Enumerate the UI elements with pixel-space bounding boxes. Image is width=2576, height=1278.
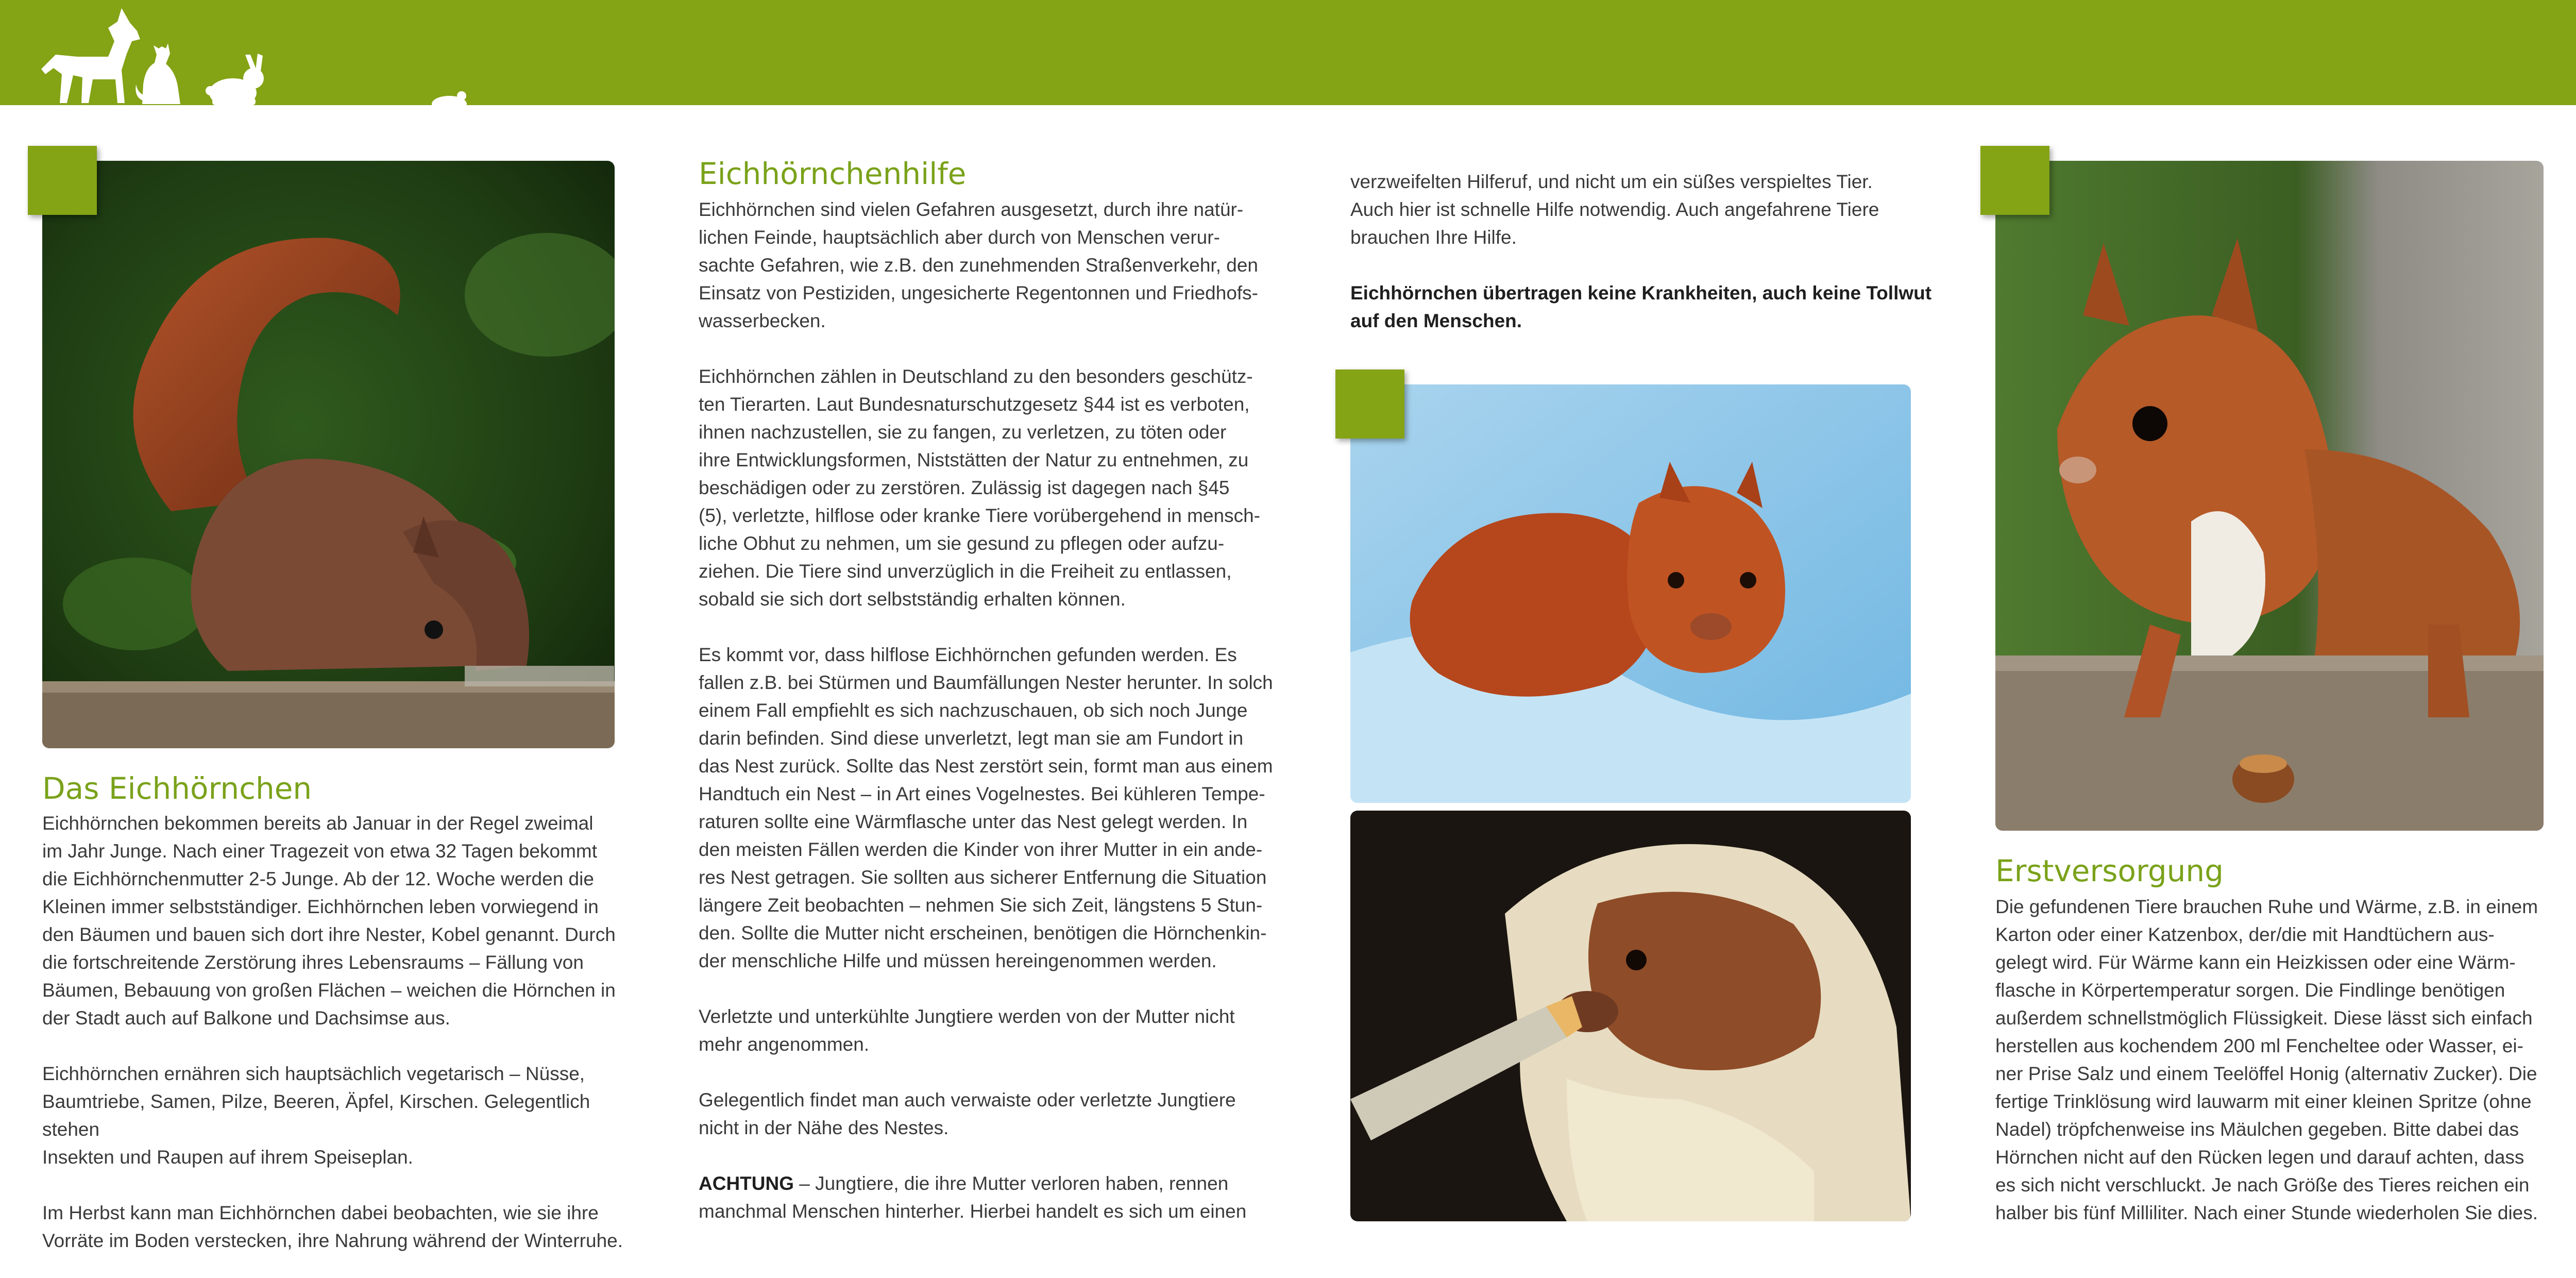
paragraph: Im Herbst kann man Eichhörnchen dabei beobachten, wie sie ihre Vorräte im Boden verstecken, ihre Nahrung während der Winterruhe.: [42, 1202, 623, 1251]
paragraph: Es kommt vor, dass hilflose Eichhörnchen gefunden werden. Es fallen z.B. bei Stürmen und Baumfällungen Nester herunter. In solch einem Fall empfiehlt es sich nachzuschauen, ob sich noch Junge darin befinden. Sind diese unverletzt, legt man sie am Fundort in das Nest zurück. Sollte das Nest zerstört sein, formt man aus einem Handtuch ein Nest – in Art eines Vogelnestes. Bei kühleren Tempe- raturen sollte eine Wärmflasche unter das Nest gelegt werden. In den meisten Fällen werden die Kinder von ihrer Mutter in ein ande- res Nest getragen. Sie sollten aus sicherer Entfernung die Situation längere Zeit beobachten – nehmen Sie sich Zeit, längstens 5 Stun- den. Sollte die Mutter nicht erscheinen, benötigen die Hörnchenkin- der menschliche Hilfe und müssen hereingenommen werden.: [699, 644, 1273, 971]
rabbit-icon: [206, 54, 264, 107]
paragraph: Eichhörnchen ernähren sich hauptsächlich vegetarisch – Nüsse, Baumtriebe, Samen, Pilze, Beeren, Äpfel, Kirschen. Gelegentlich stehen Insekten und Raupen auf ihrem Speiseplan.: [42, 1063, 590, 1168]
paragraph: verzweifelten Hilferuf, und nicht um ein süßes verspieltes Tier. Auch hier ist schnelle Hilfe notwendig. Auch angefahrene Tiere brauchen Ihre Hilfe.: [1350, 171, 1879, 248]
corner-tab: [1335, 369, 1404, 439]
paragraph-achtung: [699, 1170, 1291, 1225]
paragraph: Gelegentlich findet man auch verwaiste oder verletzte Jungtiere nicht in der Nähe des Nestes.: [699, 1089, 1236, 1138]
section-title-erstversorgung: Erstversorgung: [1995, 853, 2224, 888]
cat-icon: [135, 43, 180, 104]
baby-squirrel-on-towel-photo: [1350, 384, 1911, 803]
column-3-text: [1350, 168, 1943, 335]
paragraph-bold-note: Eichhörnchen übertragen keine Krankheiten, auch keine Tollwut auf den Menschen.: [1350, 282, 1932, 331]
squirrel-with-hazelnut-photo: [1995, 161, 2544, 831]
mouse-icon: [427, 91, 467, 110]
column-1-text: [42, 810, 635, 1255]
animal-silhouettes: [31, 7, 495, 110]
paragraph: Eichhörnchen sind vielen Gefahren ausgesetzt, durch ihre natür- lichen Feinde, hauptsächlich aber durch von Menschen verur- sachte Gefahren, wie z.B. den zunehmenden Straßenverkehr, den Einsatz von Pestiziden, ungesicherte Regentonnen und Friedhofs- wasserbecken.: [699, 199, 1259, 331]
column-4-text: [1995, 893, 2562, 1227]
corner-tab: [1980, 146, 2049, 215]
paragraph: Eichhörnchen bekommen bereits ab Januar in der Regel zweimal im Jahr Junge. Nach einer Tragezeit von etwa 32 Tagen bekommt die Eichhörnchenmutter 2-5 Junge. Ab der 12. Woche werden die Kleinen immer selbstständiger. Eichhörnchen leben vorwiegend in den Bäumen und bauen sich dort ihre Nester, Kobel genannt. Durch die fortschreitende Zerstörung ihres Lebensraums – Fällung von Bäumen, Bebauung von großen Flächen – weichen die Hörnchen in der Stadt auch auf Balkone und Dachsimse aus.: [42, 813, 616, 1029]
achtung-label: ACHTUNG: [699, 1173, 794, 1194]
paragraph: Verletzte und unterkühlte Jungtiere werden von der Mutter nicht mehr angenommen.: [699, 1006, 1235, 1055]
section-title-das-eichhoernchen: Das Eichhörnchen: [42, 771, 312, 806]
paragraph: Die gefundenen Tiere brauchen Ruhe und Wärme, z.B. in einem Karton oder einer Katzenbox, der/die mit Handtüchern aus- gelegt wird. Für Wärme kann ein Heizkissen oder eine Wärm- flasche in Körpertemperatur sorgen. Die Findlinge benötigen außerdem schnellstmöglich Flüssigkeit. Diese lässt sich einfach herstellen aus kochendem 200 ml Fencheltee oder Wasser, ei- ner Prise Salz und einem Teelöffel Honig (alternativ Zucker). Die fertige Trinklösung wird lauwarm mit einer kleinen Spritze (ohne Nadel) tröpfchenweise ins Mäulchen gegeben. Bitte dabei das Hörnchen nicht auf den Rücken legen und darauf achten, dass es sich nicht verschluckt. Je nach Größe des Tieres reichen ein halber bis fünf Milliliter. Nach einer Stunde wiederholen Sie dies.: [1995, 896, 2538, 1223]
achtung-text: – Jungtiere, die ihre Mutter verloren haben, rennen manchmal Menschen hinterher. Hierbei handelt es sich um einen: [699, 1173, 1247, 1222]
column-2-text: [699, 196, 1291, 1225]
section-title-eichhoernchenhilfe: Eichhörnchenhilfe: [699, 156, 967, 191]
dog-icon: [41, 8, 140, 103]
corner-tab: [28, 146, 97, 215]
paragraph: Eichhörnchen zählen in Deutschland zu den besonders geschütz- ten Tierarten. Laut Bundesnaturschutzgesetz §44 ist es verboten, ihnen nachzustellen, sie zu fangen, zu verletzen, zu töten oder ihre Entwicklungsformen, Niststätten der Natur zu entnehmen, zu beschädigen oder zu zerstören. Zulässig ist dagegen nach §45 (5), verletzte, hilflose oder kranke Tiere vorübergehend in mensch- liche Obhut zu nehmen, um sie gesund zu pflegen oder aufzu- ziehen. Die Tiere sind unverzüglich in die Freiheit zu entlassen, sobald sie sich dort selbstständig erhalten können.: [699, 366, 1260, 610]
baby-squirrel-bottle-feeding-photo: [1350, 811, 1911, 1221]
squirrel-eating-seeds-photo: [42, 161, 615, 748]
